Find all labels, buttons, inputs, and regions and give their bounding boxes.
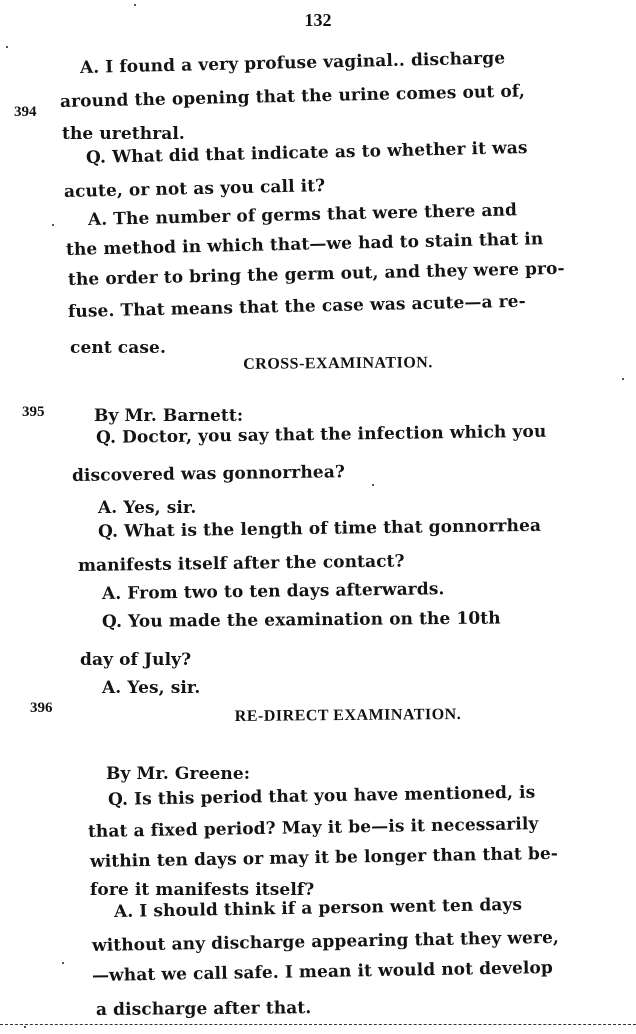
text-line: a discharge after that. — [95, 998, 312, 1020]
scan-speck — [134, 4, 136, 6]
redirect-examination-heading: RE-DIRECT EXAMINATION. — [234, 705, 462, 725]
scan-speck — [24, 1026, 26, 1028]
scan-speck — [622, 378, 624, 380]
text-line: day of July? — [80, 650, 192, 670]
text-line: the order to bring the germ out, and they were pro- — [67, 258, 565, 290]
page-bottom-rule — [0, 1024, 636, 1025]
text-line: Q. Doctor, you say that the infection which you — [95, 421, 547, 448]
scan-speck — [52, 224, 54, 226]
scan-speck — [372, 484, 374, 486]
text-line: acute, or not as you call it? — [63, 176, 326, 202]
text-line: fuse. That means that the case was acute—a re- — [67, 291, 526, 322]
text-line: without any discharge appearing that they were, — [91, 927, 560, 956]
text-line: around the opening that the urine comes out of, — [59, 81, 526, 112]
text-line: the urethral. — [62, 124, 185, 144]
examiner-label: By Mr. Greene: — [106, 764, 251, 784]
page-number: 132 — [304, 10, 332, 30]
examiner-label: By Mr. Barnett: — [94, 406, 244, 426]
scan-speck — [62, 962, 64, 964]
text-line: cent case. — [70, 338, 166, 358]
text-line: A. Yes, sir. — [98, 498, 197, 518]
text-line: the method in which that—we had to stain that in — [65, 229, 544, 260]
margin-number-396: 396 — [30, 700, 53, 716]
cross-examination-heading: CROSS-EXAMINATION. — [243, 354, 433, 373]
text-line: A. From two to ten days afterwards. — [101, 579, 445, 604]
text-line: A. Yes, sir. — [102, 678, 201, 698]
text-line: within ten days or may it be longer than that be- — [89, 843, 559, 872]
text-line: A. The number of germs that were there and — [87, 200, 518, 230]
text-line: A. I found a very profuse vaginal.. discharge — [79, 48, 506, 78]
text-line: manifests itself after the contact? — [77, 551, 405, 576]
margin-number-394: 394 — [14, 104, 37, 120]
text-line: Q. What did that indicate as to whether it was — [85, 137, 528, 168]
text-line: discovered was gonnorrhea? — [71, 462, 346, 486]
scan-speck — [6, 46, 8, 48]
margin-number-395: 395 — [22, 404, 45, 420]
text-line: Q. You made the examination on the 10th — [101, 608, 501, 632]
text-line: A. I should think if a person went ten days — [113, 894, 523, 922]
text-line: —what we call safe. I mean it would not develop — [91, 957, 554, 986]
text-line: fore it manifests itself? — [90, 880, 315, 900]
text-line: that a fixed period? May it be—is it necessarily — [87, 814, 539, 842]
text-line: Q. Is this period that you have mentioned, is — [107, 782, 536, 810]
text-line: Q. What is the length of time that gonnorrhea — [97, 515, 542, 542]
